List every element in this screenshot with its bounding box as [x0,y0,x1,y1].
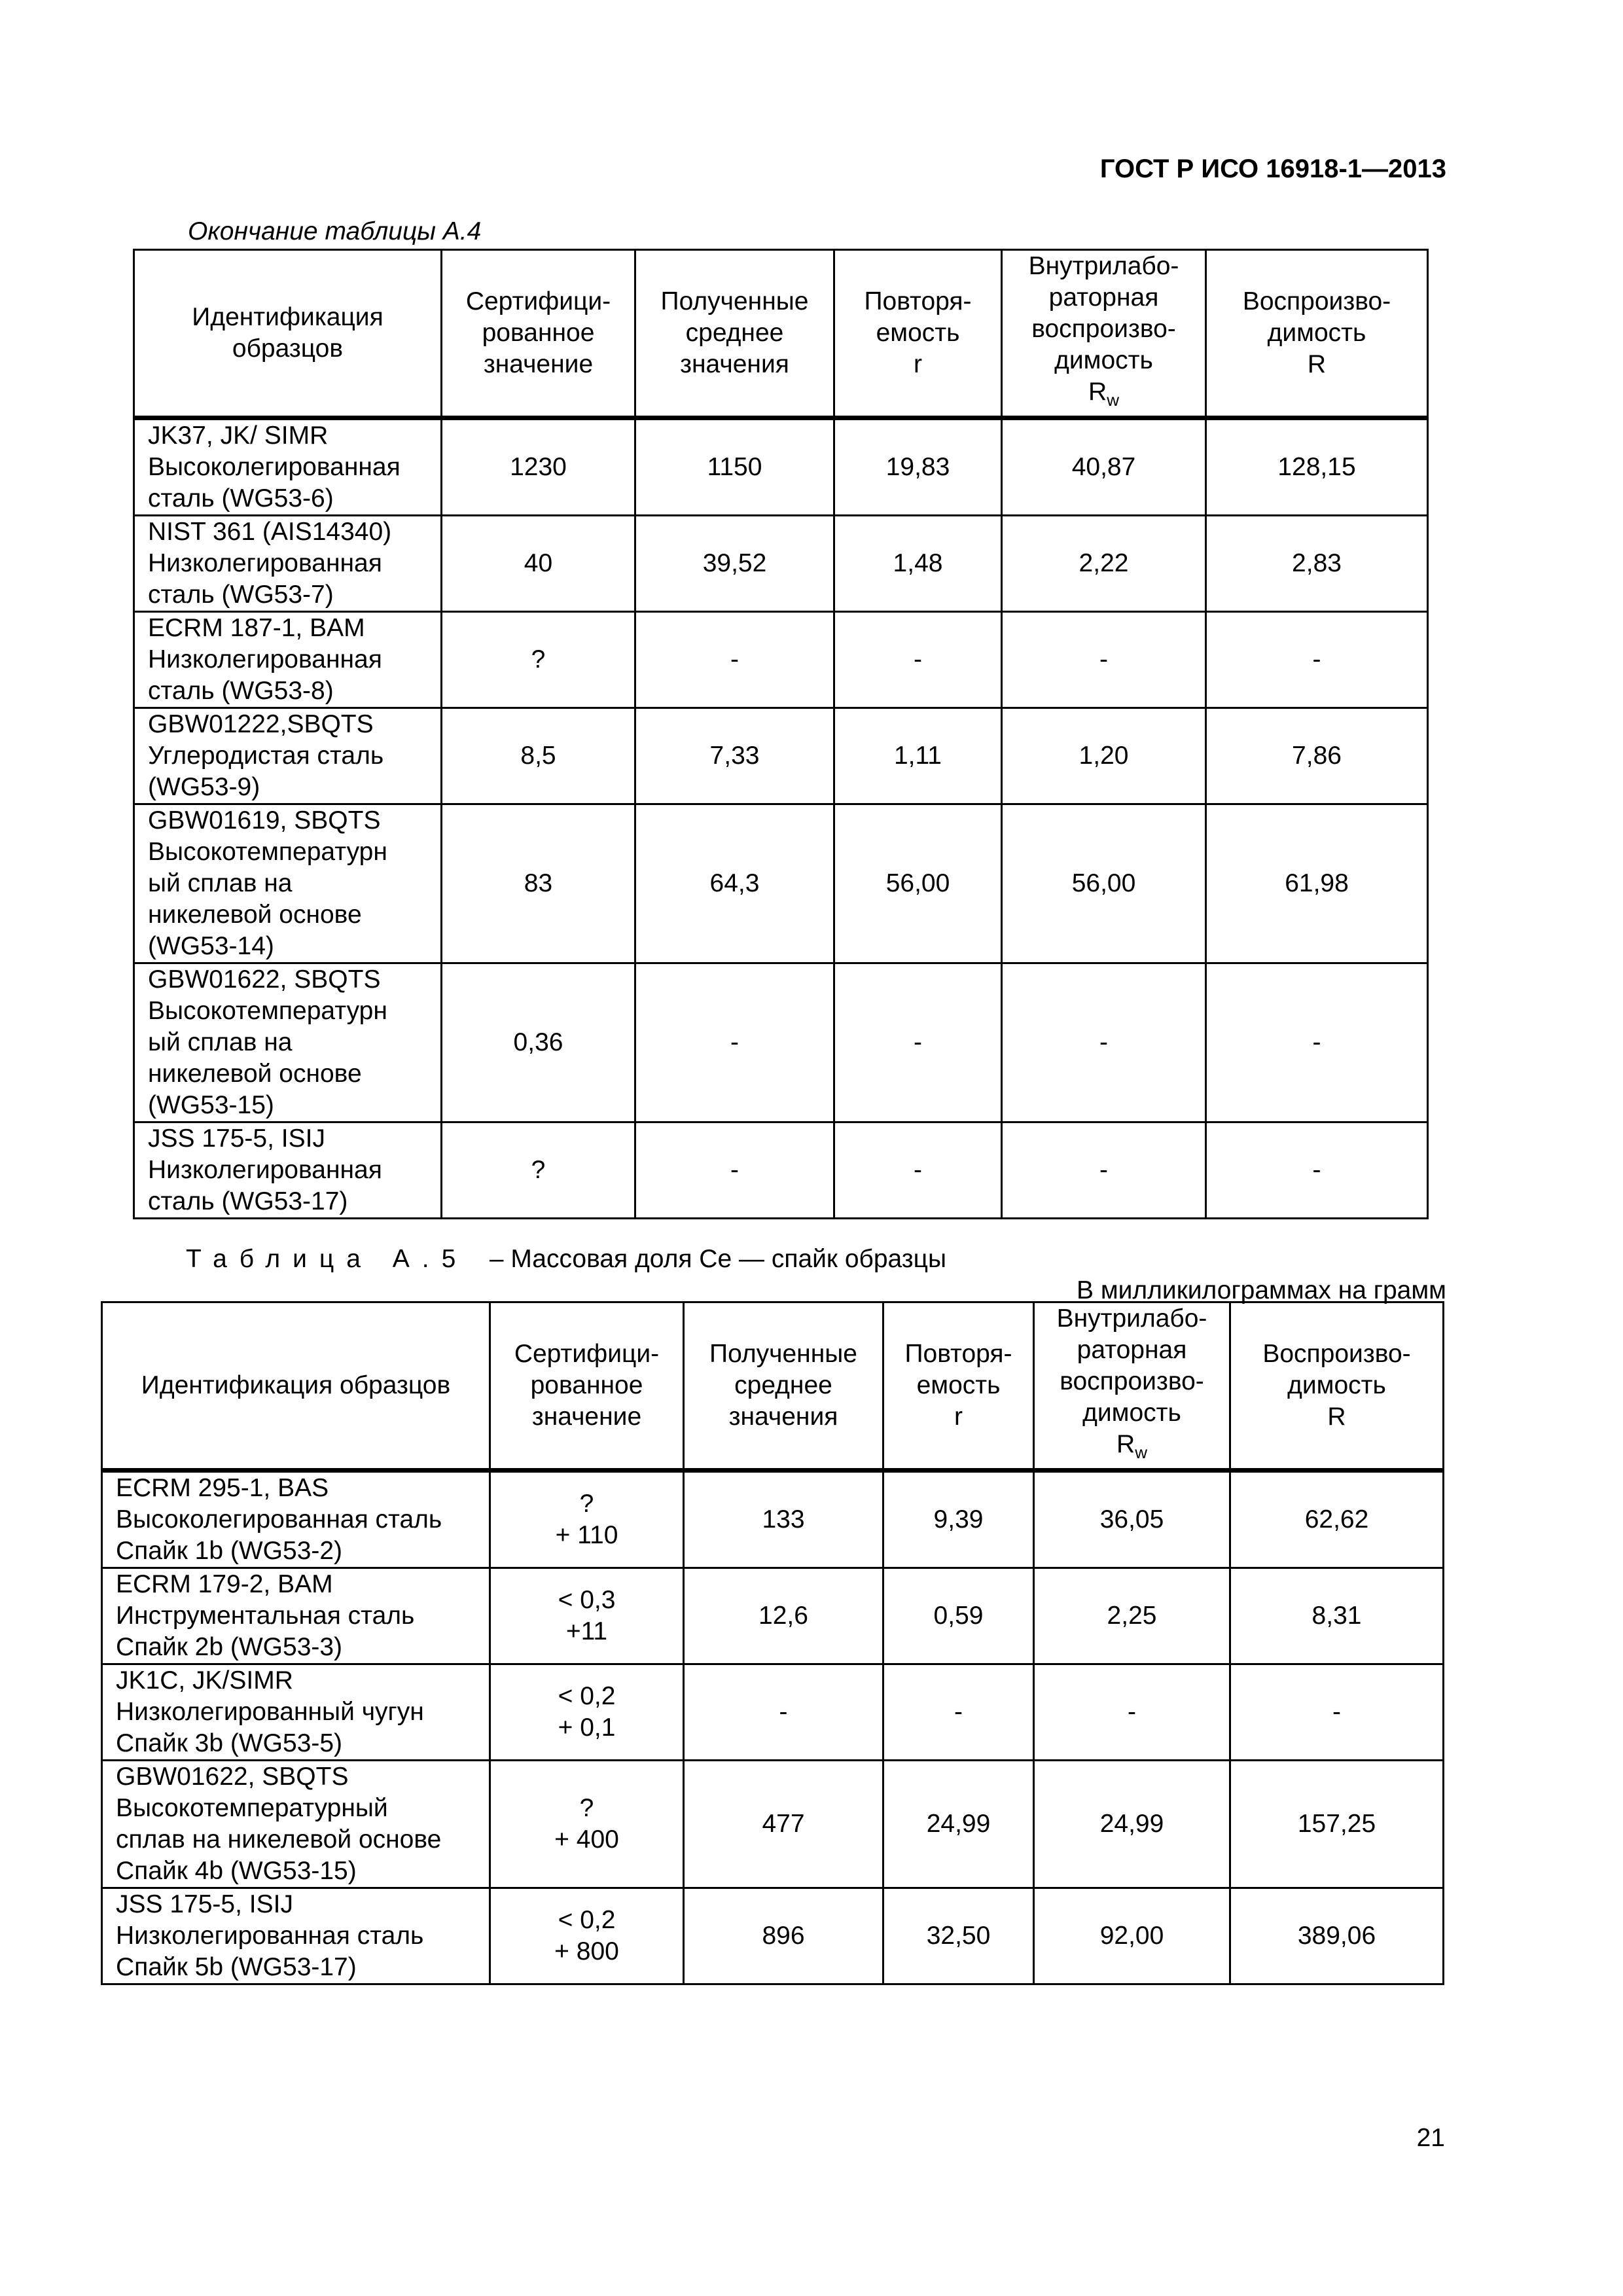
sample-id-line: GBW01622, SBQTS [116,1762,349,1791]
table-row [102,1664,1444,1760]
column-header-line: $R_w$ [1088,378,1119,410]
column-header-line: емость [916,1371,1001,1399]
table-row [102,1760,1444,1888]
value-cell: 133 [684,1470,883,1568]
value-cell: 477 [684,1760,883,1888]
value-cell: 128,15 [1206,418,1428,515]
column-header-line: среднее [734,1371,832,1399]
value-cell: 1,20 [1002,708,1206,804]
value-cell: 12,6 [684,1568,883,1664]
document-header: ГОСТ Р ИСО 16918-1—2013 [1099,154,1446,183]
sample-id-cell [134,418,442,515]
sample-id-line: Низколегированный чугун [116,1697,424,1726]
value-cell: 36,05 [1034,1470,1230,1568]
value-cell: - [834,1122,1002,1218]
column-header-line: R [1307,350,1327,378]
value-cell: 39,52 [635,515,834,611]
value-cell: 83 [442,804,635,963]
value-cell: - [834,963,1002,1122]
certified-value-line: ? [579,1793,594,1822]
table-row [134,418,1428,515]
value-cell: - [635,611,834,708]
column-header [1206,250,1428,418]
certified-value-line: < 0,2 [558,1681,616,1710]
sample-id-line: Высокотемпературн [148,837,387,866]
sample-id-cell [102,1888,490,1984]
column-header [635,250,834,418]
column-header-line: емость [876,318,960,347]
column-header-line: Воспроизво- [1262,1339,1411,1368]
sample-id-line: сталь (WG53-6) [148,484,334,512]
sample-id-line: сталь (WG53-7) [148,580,334,609]
sample-id-cell [134,963,442,1122]
table-row [102,1568,1444,1664]
value-cell: 40 [442,515,635,611]
value-cell: 157,25 [1230,1760,1444,1888]
column-header [442,250,635,418]
page-number: 21 [1416,2124,1445,2152]
column-header-line: рованное [530,1371,643,1399]
table-a4-body [134,418,1428,1218]
sample-id-line: ый сплав на [148,869,293,897]
table-a5-caption-text: – Массовая доля Се — спайк образцы [489,1245,947,1273]
column-header-line: воспроизво- [1031,315,1176,343]
certified-value-cell [490,1760,684,1888]
value-cell: - [1206,611,1428,708]
column-header-line: r [914,350,922,378]
column-header-line: значения [728,1402,838,1431]
column-header-line: димость [1287,1371,1386,1399]
sample-id-line: Низколегированная [148,548,382,577]
table-row [134,708,1428,804]
subscript: w [1107,389,1119,410]
column-header-line: Внутрилабо- [1028,252,1179,280]
sample-id-line: Спайк 1b (WG53-2) [116,1536,343,1565]
sample-id-cell [102,1760,490,1888]
sample-id-line: JSS 175-5, ISIJ [148,1124,325,1153]
column-header [102,1302,490,1471]
table-a4 [133,249,1429,1219]
table-row [102,1470,1444,1568]
table-a5-caption-prefix: Таблица А.5 [186,1245,469,1273]
certified-value-line: + 0,1 [558,1713,616,1742]
table-row [134,804,1428,963]
table-row [134,963,1428,1122]
table-a5 [101,1301,1444,1985]
value-cell: - [1002,1122,1206,1218]
certified-value-line: + 110 [555,1520,618,1549]
value-cell: 32,50 [883,1888,1034,1984]
column-header-line: раторная [1048,283,1159,312]
column-header-line: димость [1054,346,1153,374]
column-header-line: Полученные [660,287,809,315]
value-cell: 896 [684,1888,883,1984]
value-cell: - [1002,611,1206,708]
sample-id-line: Спайк 5b (WG53-17) [116,1952,357,1981]
sample-id-cell [134,515,442,611]
sample-id-line: никелевой основе [148,900,362,929]
value-cell: - [883,1664,1034,1760]
sample-id-cell [102,1664,490,1760]
sample-id-line: GBW01619, SBQTS [148,806,381,834]
sample-id-line: сплав на никелевой основе [116,1825,442,1854]
subscript: w [1135,1442,1147,1462]
sample-id-line: ECRM 295-1, BAS [116,1473,329,1502]
value-cell: - [635,1122,834,1218]
value-cell: - [834,611,1002,708]
sample-id-line: ый сплав на [148,1028,293,1056]
value-cell: - [1206,1122,1428,1218]
value-cell: 19,83 [834,418,1002,515]
sample-id-line: Низколегированная сталь [116,1921,424,1950]
table-a4-caption: Окончание таблицы А.4 [188,217,482,245]
value-cell: 24,99 [1034,1760,1230,1888]
sample-id-cell [102,1470,490,1568]
value-cell: - [1002,963,1206,1122]
table-a5-body [102,1470,1444,1984]
sample-id-line: Высокотемпературный [116,1793,388,1822]
sample-id-line: Спайк 3b (WG53-5) [116,1729,343,1757]
value-cell: 1230 [442,418,635,515]
sample-id-line: Высоколегированная [148,452,401,481]
value-cell: 2,83 [1206,515,1428,611]
sample-id-line: сталь (WG53-8) [148,676,334,705]
certified-value-line: + 800 [554,1937,619,1965]
sample-id-line: Спайк 2b (WG53-3) [116,1632,343,1661]
value-cell: - [1206,963,1428,1122]
value-cell: 8,5 [442,708,635,804]
sample-id-cell [134,708,442,804]
column-header [684,1302,883,1471]
sample-id-cell [102,1568,490,1664]
sample-id-line: Низколегированная [148,1155,382,1184]
column-header-line: среднее [685,318,784,347]
column-header-line: Сертифици- [465,287,611,315]
sample-id-line: Спайк 4b (WG53-15) [116,1856,357,1885]
value-cell: 7,33 [635,708,834,804]
table-row [134,1122,1428,1218]
column-header [1230,1302,1444,1471]
column-header-line: Внутрилабо- [1056,1304,1207,1333]
column-header-line: раторная [1077,1336,1187,1364]
value-cell: 1,11 [834,708,1002,804]
value-cell: 0,36 [442,963,635,1122]
value-cell: 389,06 [1230,1888,1444,1984]
certified-value-line: +11 [565,1617,608,1645]
table-row [134,611,1428,708]
sample-id-line: JK37, JK/ SIMR [148,421,329,450]
sample-id-line: никелевой основе [148,1059,362,1088]
certified-value-line: < 0,2 [558,1905,616,1934]
value-cell: 2,25 [1034,1568,1230,1664]
value-cell: 92,00 [1034,1888,1230,1984]
value-cell: 2,22 [1002,515,1206,611]
sample-id-line: ECRM 179-2, BAM [116,1570,333,1598]
value-cell: 1,48 [834,515,1002,611]
sample-id-cell [134,804,442,963]
column-header-line: Сертифици- [514,1339,660,1368]
value-cell: 40,87 [1002,418,1206,515]
column-header-line: Идентификация образцов [141,1371,451,1399]
column-header [490,1302,684,1471]
value-cell: 1150 [635,418,834,515]
column-header-line: димость [1267,318,1366,347]
sample-id-cell [134,611,442,708]
table-row [102,1888,1444,1984]
value-cell: 0,59 [883,1568,1034,1664]
column-header [1034,1302,1230,1471]
column-header [134,250,442,418]
column-header-line: Повторя- [864,287,972,315]
value-cell: 24,99 [883,1760,1034,1888]
value-cell: 61,98 [1206,804,1428,963]
value-cell: 8,31 [1230,1568,1444,1664]
sample-id-line: сталь (WG53-17) [148,1187,348,1215]
sample-id-line: ECRM 187-1, BAM [148,613,365,642]
sample-id-line: Углеродистая сталь [148,741,384,770]
value-cell: 56,00 [1002,804,1206,963]
certified-value-line: < 0,3 [558,1585,616,1614]
value-cell: 7,86 [1206,708,1428,804]
value-cell: - [1230,1664,1444,1760]
sample-id-cell [134,1122,442,1218]
sample-id-line: Низколегированная [148,645,382,673]
value-cell: - [684,1664,883,1760]
column-header-line: значение [531,1402,642,1431]
column-header-line: образцов [232,334,344,363]
column-header-line: Повторя- [904,1339,1012,1368]
sample-id-line: GBW01622, SBQTS [148,965,381,994]
sample-id-line: Инструментальная сталь [116,1601,415,1630]
column-header-line: Воспроизво- [1242,287,1391,315]
sample-id-line: (WG53-9) [148,772,260,801]
certified-value-cell [490,1568,684,1664]
column-header-line: димость [1082,1399,1181,1427]
table-a5-units: В милликилограммах на грамм [1076,1276,1446,1304]
column-header-line: r [954,1402,963,1431]
column-header-line: Идентификация [192,302,383,331]
sample-id-line: (WG53-15) [148,1090,274,1119]
value-cell: ? [442,611,635,708]
certified-value-line: + 400 [554,1825,619,1854]
sample-id-line: NIST 361 (AIS14340) [148,517,392,546]
column-header-line: рованное [482,318,595,347]
sample-id-line: Высокотемпературн [148,996,387,1025]
column-header-line: R [1327,1402,1346,1431]
certified-value-cell [490,1888,684,1984]
column-header-line: $R_w$ [1116,1430,1147,1462]
column-header-line: воспроизво- [1060,1367,1204,1395]
value-cell: 56,00 [834,804,1002,963]
table-a4-header-row [134,250,1428,418]
value-cell: - [1034,1664,1230,1760]
column-header [834,250,1002,418]
table-a5-header-row [102,1302,1444,1471]
sample-id-line: GBW01222,SBQTS [148,709,374,738]
sample-id-line: Высоколегированная сталь [116,1505,442,1534]
sample-id-line: (WG53-14) [148,931,274,960]
column-header [883,1302,1034,1471]
value-cell: - [635,963,834,1122]
table-a5-caption [186,1245,946,1274]
value-cell: 64,3 [635,804,834,963]
column-header-line: значение [483,350,594,378]
column-header-line: значения [680,350,789,378]
certified-value-line: ? [579,1489,594,1518]
value-cell: 62,62 [1230,1470,1444,1568]
sample-id-line: JSS 175-5, ISIJ [116,1890,293,1918]
certified-value-cell [490,1470,684,1568]
column-header [1002,250,1206,418]
table-row [134,515,1428,611]
value-cell: ? [442,1122,635,1218]
sample-id-line: JK1C, JK/SIMR [116,1666,293,1695]
certified-value-cell [490,1664,684,1760]
value-cell: 9,39 [883,1470,1034,1568]
column-header-line: Полученные [709,1339,857,1368]
